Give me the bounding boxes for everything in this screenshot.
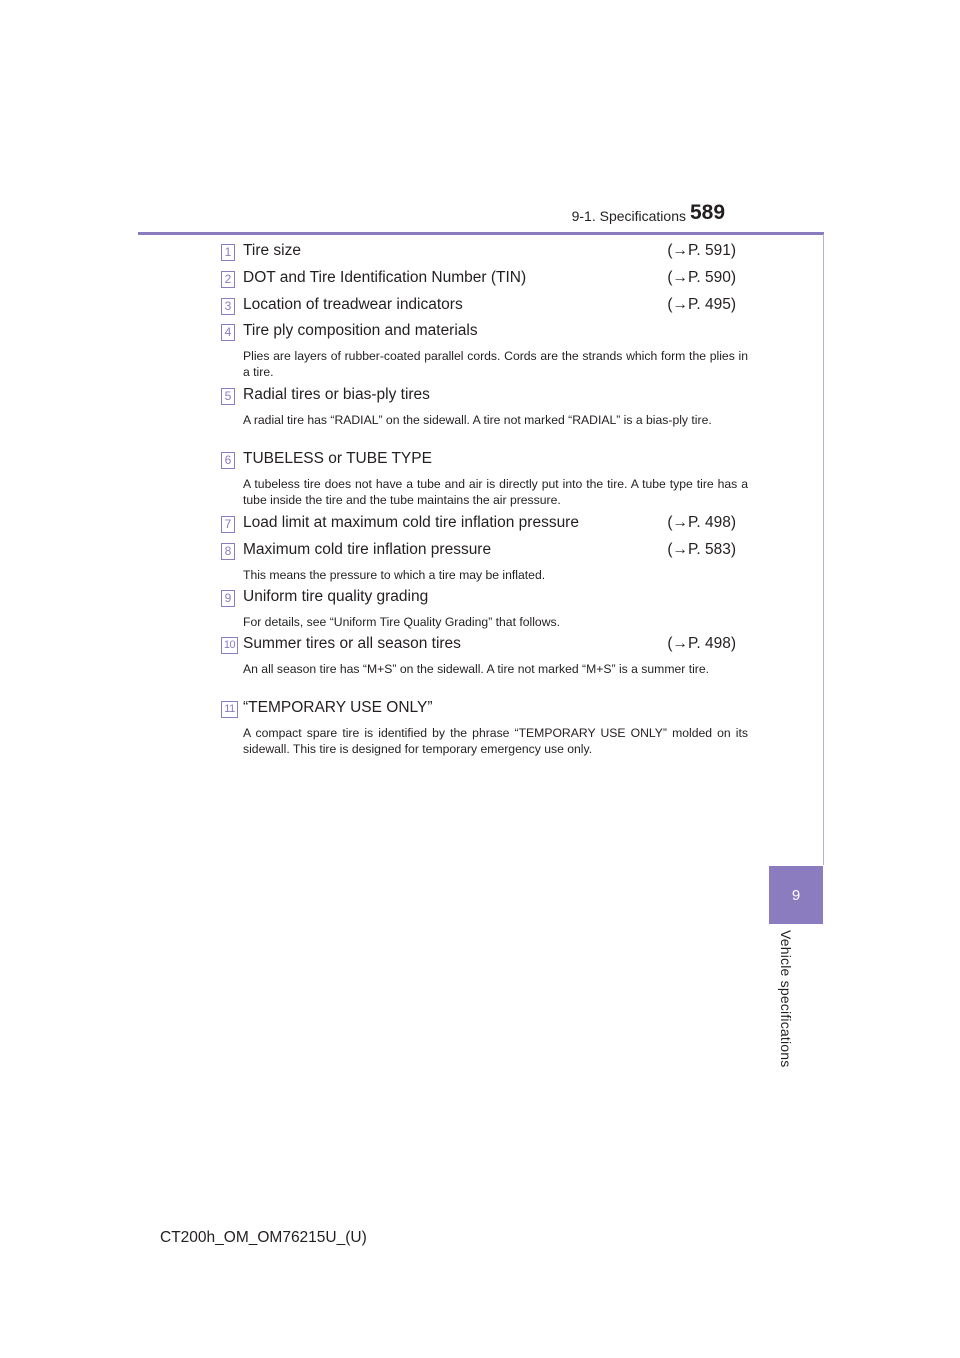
item-title: “TEMPORARY USE ONLY” (243, 699, 433, 716)
page-reference-link[interactable]: (→P. 590) (667, 269, 736, 286)
item-number-badge: 7 (221, 516, 235, 533)
item-number-badge: 6 (221, 452, 235, 469)
item-description: Plies are layers of rubber-coated parallel cords. Cords are the strands which form the plies in a tire. (243, 349, 748, 379)
page-reference-link[interactable]: (→P. 498) (667, 514, 736, 531)
item-number-badge: 11 (221, 701, 238, 718)
item-title: TUBELESS or TUBE TYPE (243, 450, 432, 467)
item-description: A radial tire has “RADIAL” on the sidewall. A tire not marked “RADIAL” is a bias-ply tire. (243, 413, 712, 427)
item-number-badge: 5 (221, 388, 235, 405)
page-reference-link[interactable]: (→P. 495) (667, 296, 736, 313)
page-reference-link[interactable]: (→P. 591) (667, 242, 736, 259)
page-reference-link[interactable]: (→P. 583) (667, 541, 736, 558)
item-title: Tire ply composition and materials (243, 322, 478, 339)
item-title: Uniform tire quality grading (243, 588, 429, 605)
page-reference-link[interactable]: (→P. 498) (667, 635, 736, 652)
chapter-number: 9 (791, 886, 801, 904)
item-title: Radial tires or bias-ply tires (243, 386, 430, 403)
item-number-badge: 1 (221, 244, 235, 261)
page-number: 589 (690, 201, 726, 224)
document-code: CT200h_OM_OM76215U_(U) (160, 1229, 367, 1246)
item-description: An all season tire has “M+S” on the sidewall. A tire not marked “M+S” is a summer tire. (243, 662, 710, 676)
item-number-badge: 3 (221, 298, 235, 315)
item-title: Summer tires or all season tires (243, 635, 461, 652)
item-title: Location of treadwear indicators (243, 296, 463, 313)
section-title: 9-1. Specifications (571, 208, 686, 224)
item-title: DOT and Tire Identification Number (TIN) (243, 269, 527, 286)
item-number-badge: 2 (221, 271, 235, 288)
item-title: Load limit at maximum cold tire inflation pressure (243, 514, 579, 531)
item-description: A compact spare tire is identified by the phrase “TEMPORARY USE ONLY” molded on its sidewall. This tire is designed for temporary emergency use only. (243, 726, 748, 756)
item-description: A tubeless tire does not have a tube and air is directly put into the tire. A tube type tire has a tube inside the tire and the tube maintains the air pressure. (243, 477, 748, 507)
chapter-label: Vehicle specifications (778, 930, 794, 1068)
item-description: For details, see “Uniform Tire Quality Grading” that follows. (243, 615, 560, 629)
item-number-badge: 9 (221, 590, 235, 607)
item-title: Maximum cold tire inflation pressure (243, 541, 492, 558)
item-title: Tire size (243, 242, 301, 259)
item-description: This means the pressure to which a tire may be inflated. (243, 568, 546, 582)
item-number-badge: 4 (221, 324, 235, 341)
item-number-badge: 8 (221, 543, 235, 560)
item-number-badge: 10 (221, 637, 238, 654)
